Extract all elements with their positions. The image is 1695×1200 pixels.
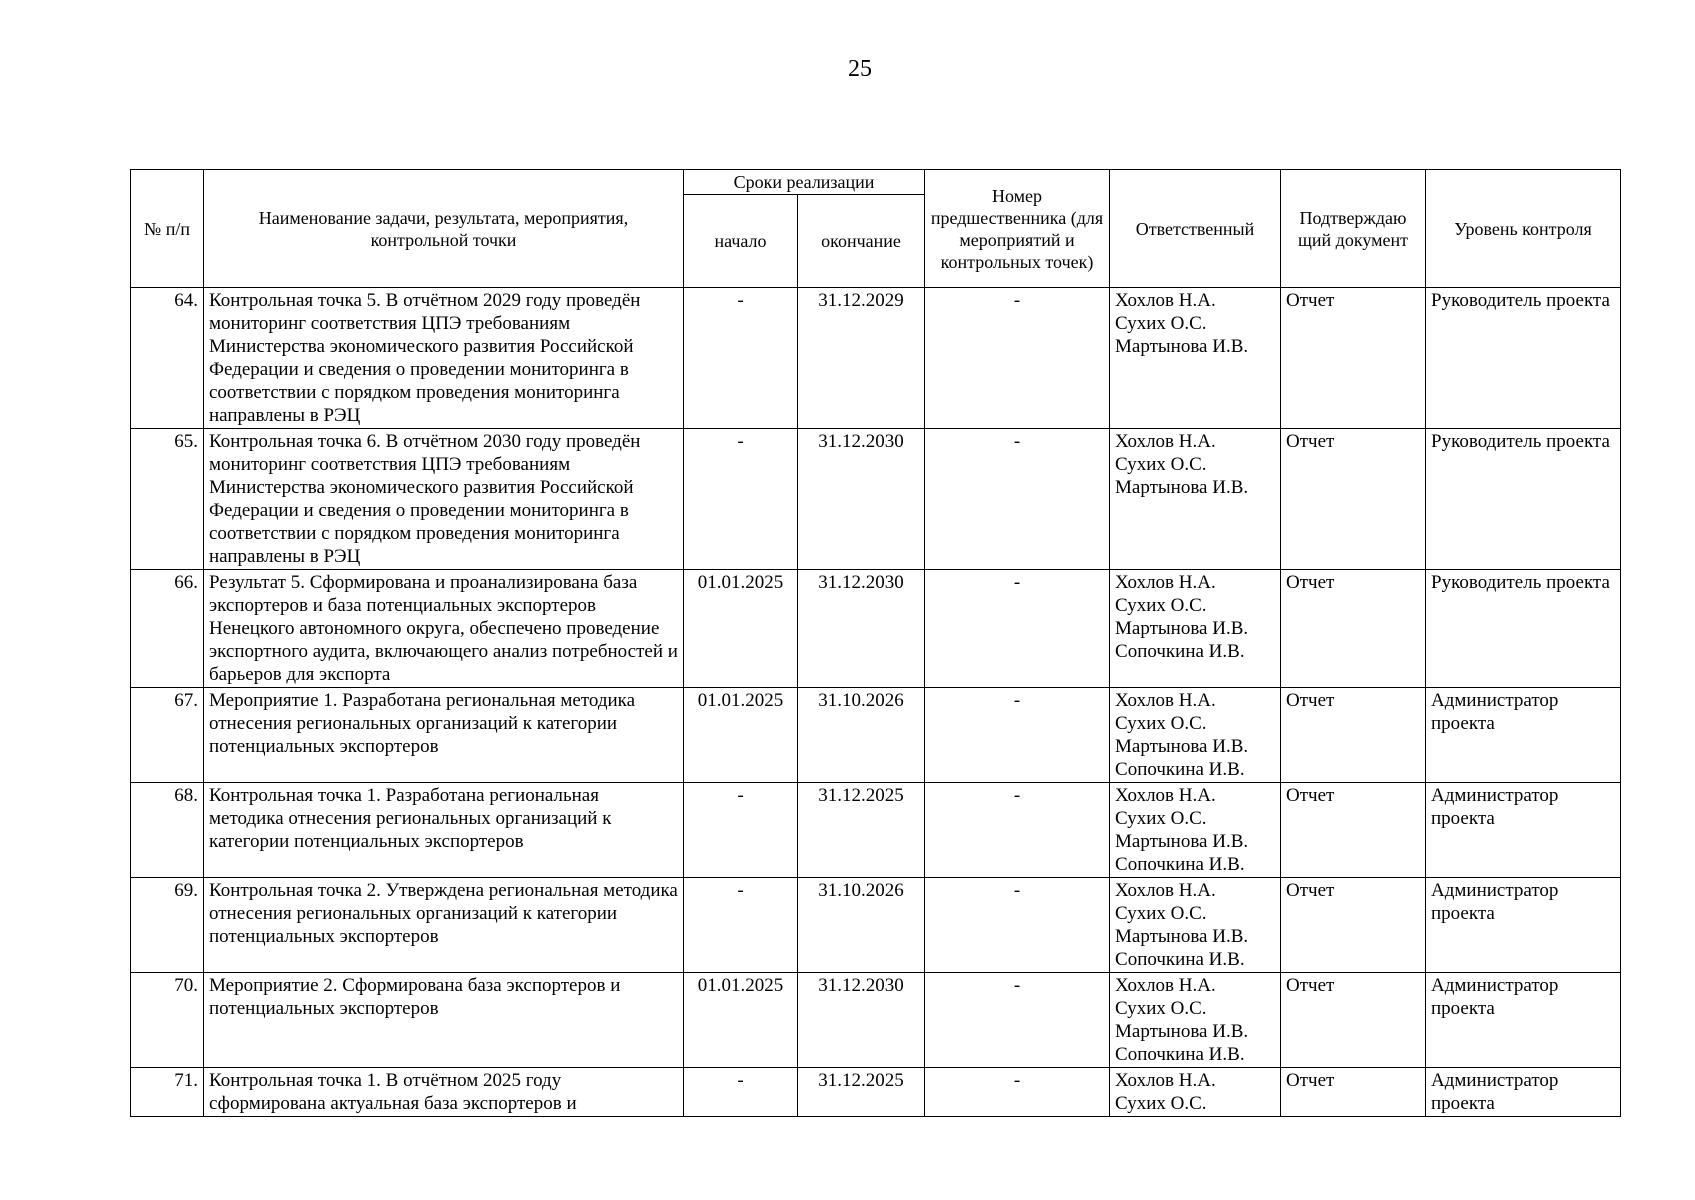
row-control: Администратор проекта	[1426, 688, 1621, 783]
row-end: 31.10.2026	[798, 878, 925, 973]
row-responsible: Хохлов Н.А. Сухих О.С.	[1110, 1068, 1281, 1117]
row-start: -	[684, 878, 798, 973]
header-responsible: Ответственный	[1110, 170, 1281, 288]
row-control: Руководитель проекта	[1426, 288, 1621, 429]
row-end: 31.10.2026	[798, 688, 925, 783]
row-end: 31.12.2029	[798, 288, 925, 429]
row-control: Администратор проекта	[1426, 1068, 1621, 1117]
header-end: окончание	[798, 195, 925, 288]
row-num: 64.	[131, 288, 204, 429]
header-control: Уровень контроля	[1426, 170, 1621, 288]
row-control: Руководитель проекта	[1426, 570, 1621, 688]
row-end: 31.12.2030	[798, 429, 925, 570]
row-responsible: Хохлов Н.А. Сухих О.С. Мартынова И.В. Сопочкина И.В.	[1110, 783, 1281, 878]
page-number: 25	[848, 56, 872, 82]
row-control: Администратор проекта	[1426, 783, 1621, 878]
row-start: -	[684, 288, 798, 429]
row-responsible: Хохлов Н.А. Сухих О.С. Мартынова И.В.	[1110, 429, 1281, 570]
row-predecessor: -	[925, 1068, 1110, 1117]
row-start: 01.01.2025	[684, 570, 798, 688]
row-name: Контрольная точка 2. Утверждена региональная методика отнесения региональных организаций к категории потенциальных экспортеров	[204, 878, 684, 973]
row-document: Отчет	[1281, 570, 1426, 688]
header-num: № п/п	[131, 170, 204, 288]
row-control: Руководитель проекта	[1426, 429, 1621, 570]
project-plan-table	[130, 169, 1621, 1117]
row-num: 65.	[131, 429, 204, 570]
row-document: Отчет	[1281, 878, 1426, 973]
row-name: Мероприятие 2. Сформирована база экспортеров и потенциальных экспортеров	[204, 973, 684, 1068]
row-end: 31.12.2030	[798, 570, 925, 688]
row-responsible: Хохлов Н.А. Сухих О.С. Мартынова И.В. Сопочкина И.В.	[1110, 688, 1281, 783]
row-control: Администратор проекта	[1426, 973, 1621, 1068]
row-responsible: Хохлов Н.А. Сухих О.С. Мартынова И.В. Сопочкина И.В.	[1110, 570, 1281, 688]
row-name: Контрольная точка 1. В отчётном 2025 году сформирована актуальная база экспортеров и	[204, 1068, 684, 1117]
row-start: 01.01.2025	[684, 688, 798, 783]
row-name: Мероприятие 1. Разработана региональная методика отнесения региональных организаций к категории потенциальных экспортеров	[204, 688, 684, 783]
header-document: Подтверждаю щий документ	[1281, 170, 1426, 288]
row-end: 31.12.2025	[798, 1068, 925, 1117]
table-row	[131, 688, 1621, 783]
row-name: Контрольная точка 6. В отчётном 2030 году проведён мониторинг соответствия ЦПЭ требованиям Министерства экономического развития Российской Федерации и сведения о проведении мониторинга в соответствии с порядком проведения мониторинга направлены в РЭЦ	[204, 429, 684, 570]
row-start: -	[684, 429, 798, 570]
row-control: Администратор проекта	[1426, 878, 1621, 973]
row-num: 69.	[131, 878, 204, 973]
row-responsible: Хохлов Н.А. Сухих О.С. Мартынова И.В. Сопочкина И.В.	[1110, 973, 1281, 1068]
row-predecessor: -	[925, 570, 1110, 688]
table-row	[131, 878, 1621, 973]
row-predecessor: -	[925, 878, 1110, 973]
table-row	[131, 288, 1621, 429]
row-start: 01.01.2025	[684, 973, 798, 1068]
row-start: -	[684, 783, 798, 878]
row-num: 66.	[131, 570, 204, 688]
row-end: 31.12.2030	[798, 973, 925, 1068]
row-document: Отчет	[1281, 973, 1426, 1068]
table-row	[131, 1068, 1621, 1117]
row-name: Контрольная точка 1. Разработана региональная методика отнесения региональных организаций к категории потенциальных экспортеров	[204, 783, 684, 878]
row-name: Контрольная точка 5. В отчётном 2029 году проведён мониторинг соответствия ЦПЭ требованиям Министерства экономического развития Российской Федерации и сведения о проведении мониторинга в соответствии с порядком проведения мониторинга направлены в РЭЦ	[204, 288, 684, 429]
row-document: Отчет	[1281, 783, 1426, 878]
table-row	[131, 783, 1621, 878]
header-name: Наименование задачи, результата, мероприятия, контрольной точки	[204, 170, 684, 288]
row-num: 67.	[131, 688, 204, 783]
header-predecessor: Номер предшественника (для мероприятий и контрольных точек)	[925, 170, 1110, 288]
table-row	[131, 570, 1621, 688]
row-predecessor: -	[925, 973, 1110, 1068]
row-document: Отчет	[1281, 429, 1426, 570]
table-row	[131, 973, 1621, 1068]
row-start: -	[684, 1068, 798, 1117]
row-name: Результат 5. Сформирована и проанализирована база экспортеров и база потенциальных экспортеров Ненецкого автономного округа, обеспечено проведение экспортного аудита, включающего анализ потребностей и барьеров для экспорта	[204, 570, 684, 688]
row-predecessor: -	[925, 429, 1110, 570]
table-row	[131, 429, 1621, 570]
row-num: 71.	[131, 1068, 204, 1117]
row-document: Отчет	[1281, 288, 1426, 429]
row-document: Отчет	[1281, 1068, 1426, 1117]
row-responsible: Хохлов Н.А. Сухих О.С. Мартынова И.В.	[1110, 288, 1281, 429]
row-predecessor: -	[925, 288, 1110, 429]
row-end: 31.12.2025	[798, 783, 925, 878]
row-responsible: Хохлов Н.А. Сухих О.С. Мартынова И.В. Сопочкина И.В.	[1110, 878, 1281, 973]
row-predecessor: -	[925, 783, 1110, 878]
row-document: Отчет	[1281, 688, 1426, 783]
row-num: 68.	[131, 783, 204, 878]
header-dates-group: Сроки реализации	[684, 170, 925, 195]
row-predecessor: -	[925, 688, 1110, 783]
header-start: начало	[684, 195, 798, 288]
row-num: 70.	[131, 973, 204, 1068]
